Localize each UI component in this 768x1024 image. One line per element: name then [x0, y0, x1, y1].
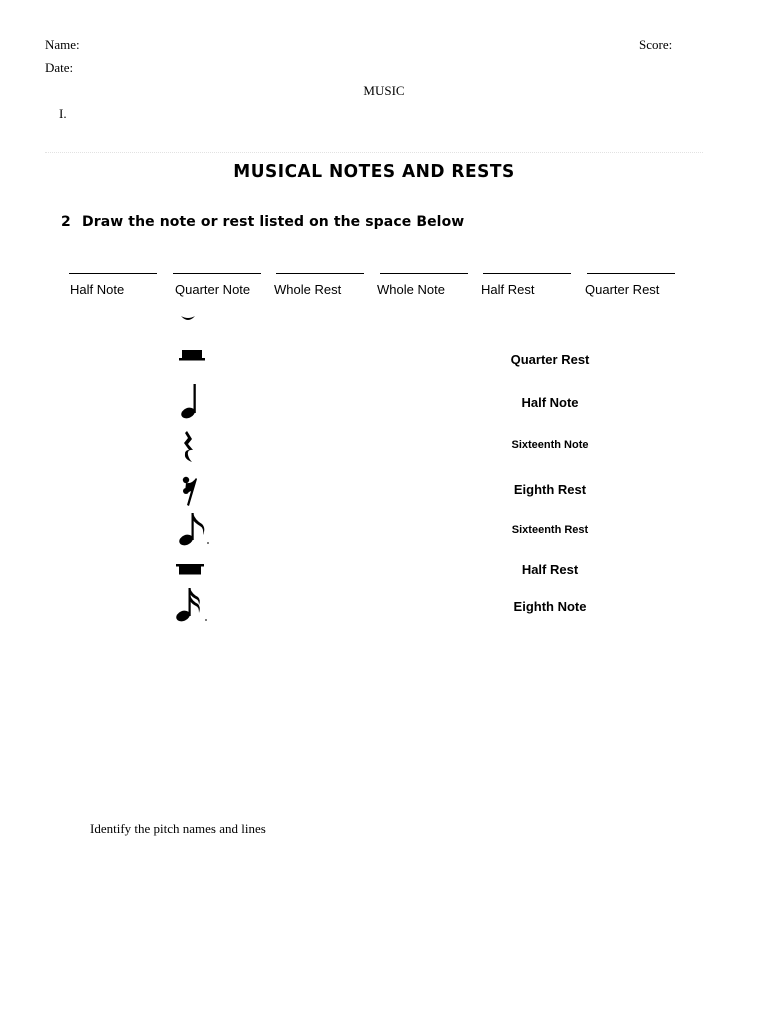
score-label: Score:: [639, 37, 673, 52]
answer-blank-line: [173, 273, 261, 274]
symbol-name-quarter-rest: Quarter Rest: [510, 352, 590, 367]
whole-rest-icon: [176, 564, 206, 576]
worksheet-instruction: Draw the note or rest listed on the space Below: [82, 214, 465, 230]
name-label: Name:: [45, 37, 80, 52]
eighth-note-icon: [177, 511, 211, 549]
symbol-name-half-rest: Half Rest: [521, 562, 579, 577]
page-title: MUSIC: [363, 83, 405, 98]
answer-blank-line: [587, 273, 675, 274]
quarter-rest-icon: [180, 430, 198, 464]
directions-text-cropped: [130, 193, 465, 199]
quarter-note-icon: [179, 382, 203, 422]
sixteenth-note-icon: [173, 586, 209, 626]
answer-blank-line: [276, 273, 364, 274]
sixteenth-rest-icon: [180, 474, 204, 508]
symbol-name-sixteenth-rest: Sixteenth Rest: [511, 524, 589, 536]
answer-blank-line: [483, 273, 571, 274]
symbol-name-eighth-rest: Eighth Rest: [513, 482, 587, 497]
date-label: Date:: [45, 60, 74, 75]
whole-note-partial-icon: [178, 315, 198, 327]
answer-blank-line: [380, 273, 468, 274]
section-number: I.: [59, 106, 67, 121]
symbol-name-eighth-note: Eighth Note: [513, 599, 587, 614]
symbol-name-half-note: Half Note: [521, 395, 579, 410]
worksheet-top-border: [45, 152, 703, 153]
worksheet-image: [45, 152, 703, 632]
pitch-instruction: Identify the pitch names and lines: [90, 821, 266, 836]
half-rest-icon: [178, 350, 208, 364]
symbol-name-sixteenth-note: Sixteenth Note: [511, 439, 589, 451]
blank-label-quarter-rest: Quarter Rest: [585, 282, 660, 297]
blank-label-half-note: Half Note: [70, 282, 125, 297]
worksheet-title: MUSICAL NOTES AND RESTS: [233, 161, 515, 183]
answer-blank-line: [69, 273, 157, 274]
blank-label-whole-rest: Whole Rest: [274, 282, 342, 297]
blank-label-half-rest: Half Rest: [481, 282, 535, 297]
item-number: 2: [61, 214, 71, 230]
blank-label-quarter-note: Quarter Note: [175, 282, 251, 297]
blank-label-whole-note: Whole Note: [377, 282, 445, 297]
